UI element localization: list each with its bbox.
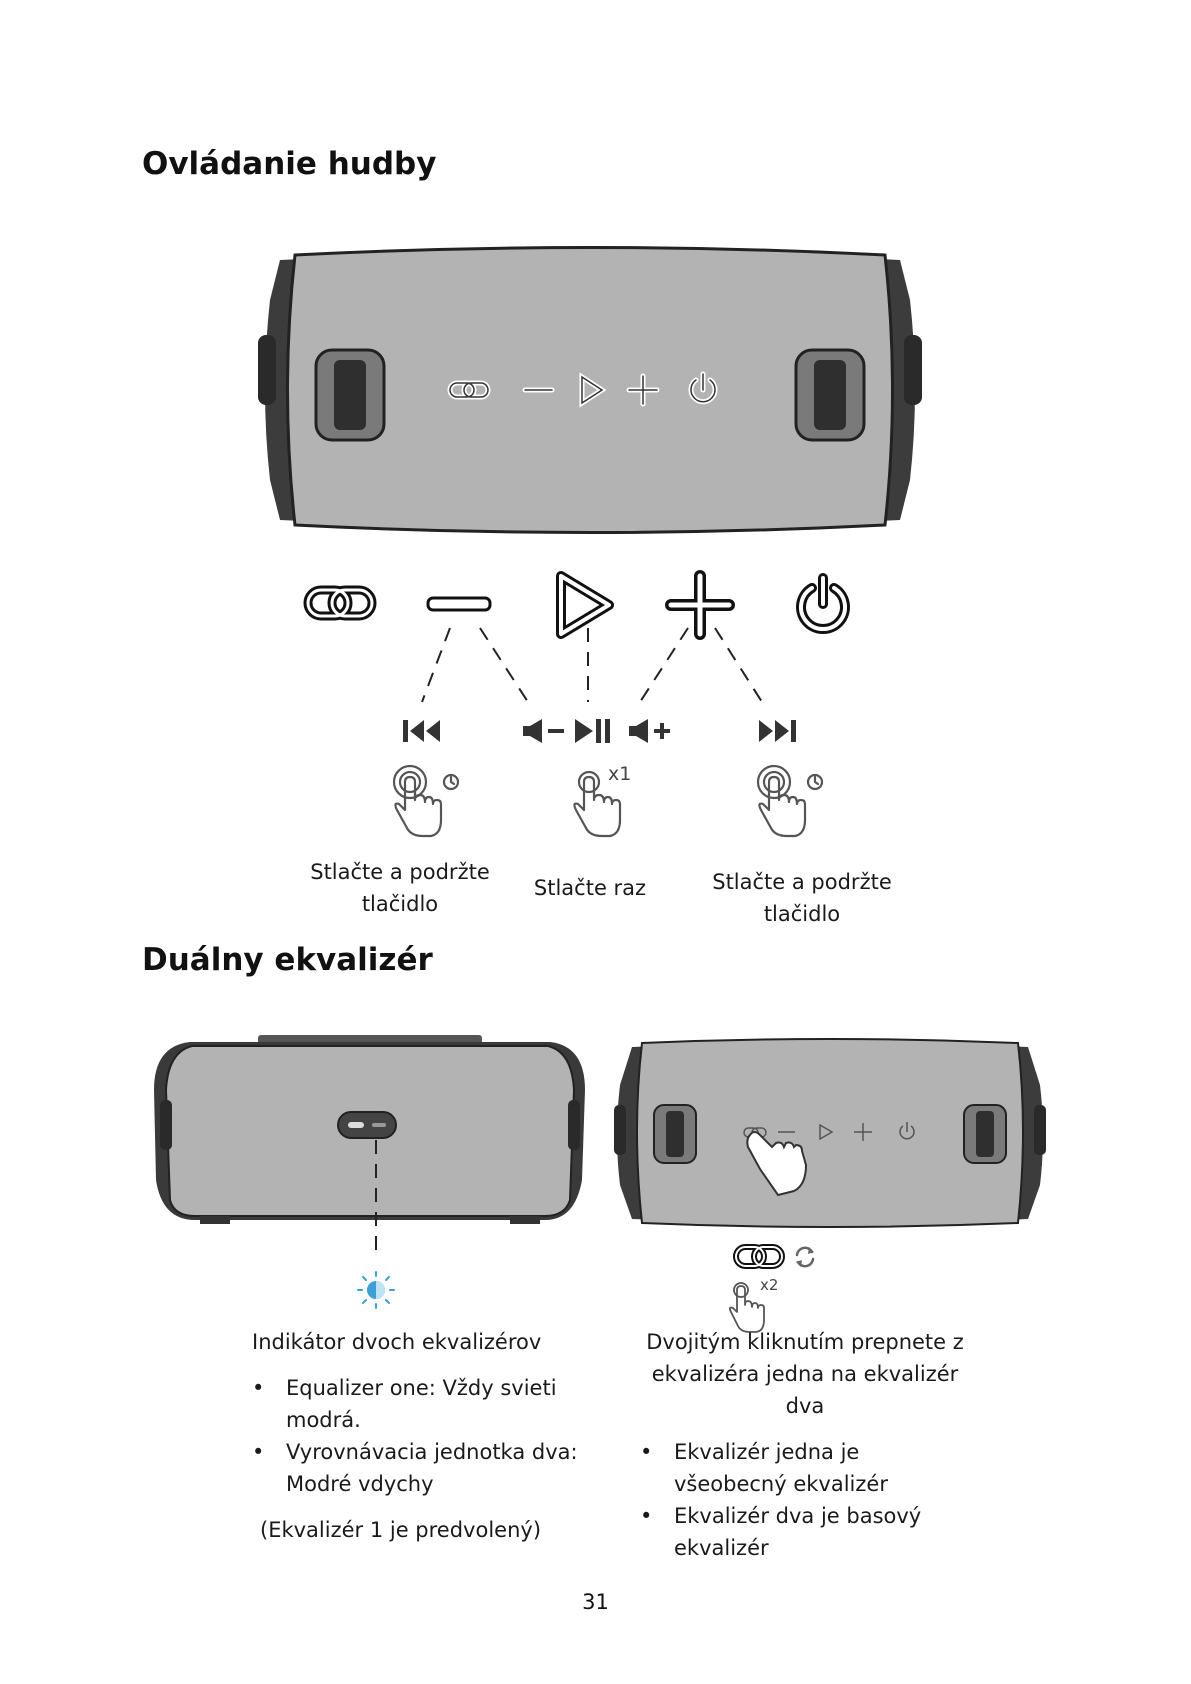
list-item: • Ekvalizér dva je basový ekvalizér <box>640 1500 970 1564</box>
tap-count-x1: x1 <box>608 763 632 785</box>
page-number: 31 <box>582 1590 609 1614</box>
section-title-dual-equalizer: Duálny ekvalizér <box>142 942 433 978</box>
press-hold-hand-icon <box>393 762 463 838</box>
eq-indicator-list <box>252 1372 592 1500</box>
eq-switch-list <box>640 1436 970 1564</box>
list-item: • Ekvalizér jedna je všeobecný ekvalizér <box>640 1436 970 1500</box>
volume-down-icon <box>522 718 568 744</box>
next-track-icon <box>757 718 797 744</box>
eq-indicator-block <box>252 1326 592 1546</box>
eq-indicator-heading: Indikátor dvoch ekvalizérov <box>252 1330 542 1354</box>
eq-indicator-light-icon <box>356 1270 396 1310</box>
play-pause-icon <box>574 718 612 744</box>
caption-press-hold-right: Stlačte a podržte tlačidlo <box>712 870 892 926</box>
volume-up-icon <box>628 718 674 744</box>
link-button-icon-small <box>732 1242 788 1272</box>
caption-press-hold-left: Stlačte a podržte tlačidlo <box>310 860 490 916</box>
caption-press-once: Stlačte raz <box>533 876 647 900</box>
eq-switch-heading: Dvojitým kliknutím prepnete z ekvalizéra jedna na ekvalizér dva <box>646 1330 964 1418</box>
previous-track-icon <box>402 718 442 744</box>
tap-count-x2: x2 <box>760 1276 779 1294</box>
speaker-top-view-illustration <box>250 240 930 540</box>
speaker-top-view-small-illustration <box>610 1035 1050 1230</box>
speaker-back-view-illustration <box>150 1030 590 1230</box>
eq-default-note: (Ekvalizér 1 je predvolený) <box>260 1518 542 1542</box>
minus-button-icon <box>425 595 495 615</box>
list-item: • Equalizer one: Vždy svieti modrá. <box>252 1372 592 1436</box>
switch-refresh-icon <box>792 1244 818 1270</box>
dashed-connectors <box>0 620 1191 710</box>
press-hold-hand-icon <box>757 762 827 838</box>
press-once-hand-icon <box>572 762 652 838</box>
eq-switch-block <box>640 1326 970 1564</box>
section-title-music-control: Ovládanie hudby <box>142 146 437 182</box>
list-item: • Vyrovnávacia jednotka dva: Modré vdychy <box>252 1436 592 1500</box>
